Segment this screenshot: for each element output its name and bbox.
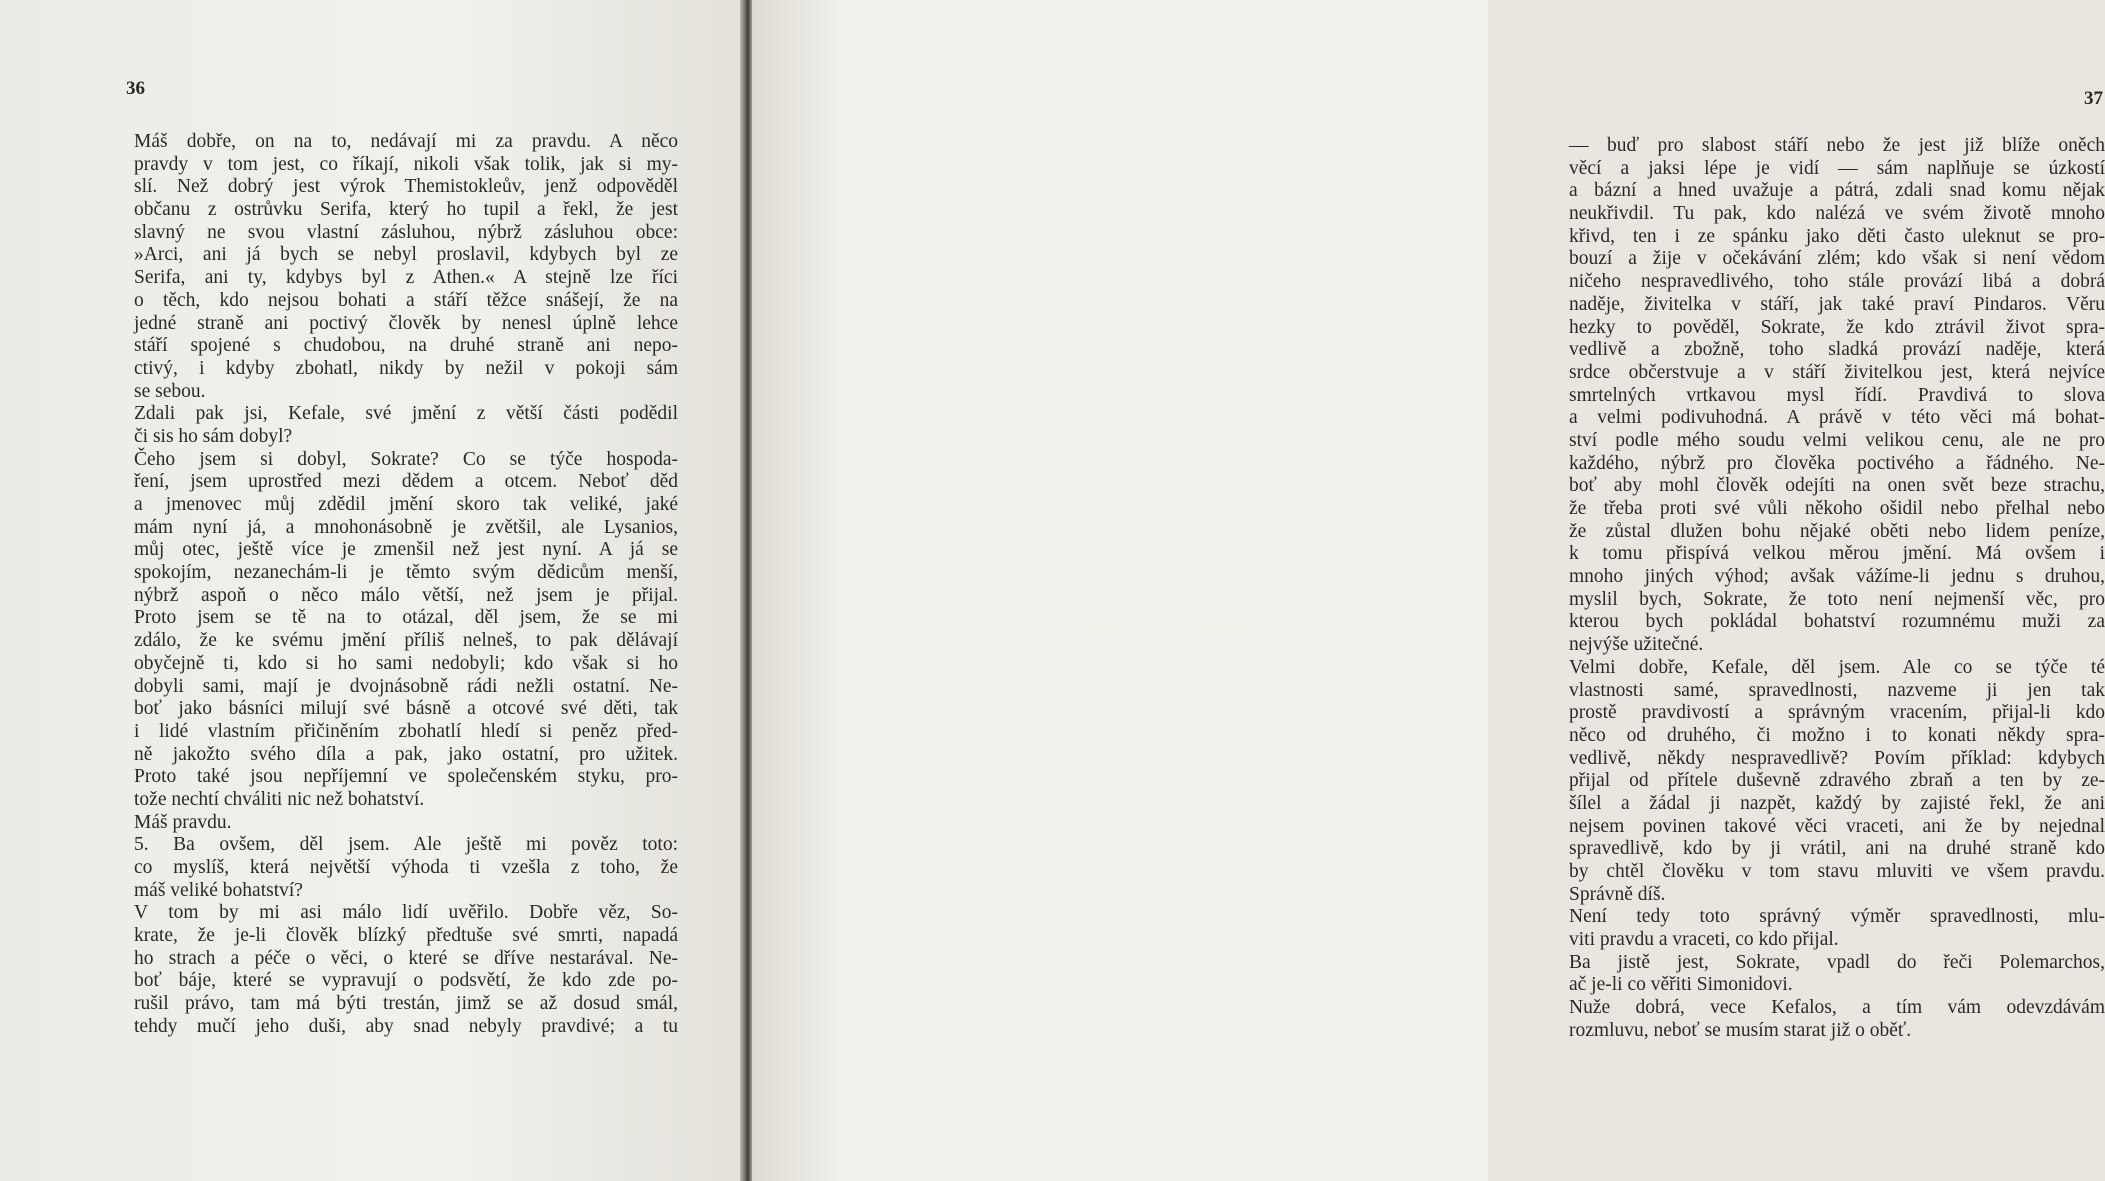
text-line: o těch, kdo nejsou bohati a stáří těžce snášejí, že na <box>134 289 678 311</box>
text-line: ctivý, i kdyby zbohatl, nikdy by nežil v pokoji sám <box>134 357 678 379</box>
text-line: Ba jistě jest, Sokrate, vpadl do řeči Polemarchos, <box>1569 951 2105 973</box>
text-line: pravdy v tom jest, co říkají, nikoli však tolik, jak si my- <box>134 153 678 175</box>
text-line: ně jakožto svého díla a pak, jako ostatní, pro užitek. <box>134 743 678 765</box>
text-line: neukřivdil. Tu pak, kdo nalézá ve svém životě mnoho <box>1569 203 2105 225</box>
text-line: myslil bych, Sokrate, že toto není nejmenší věc, pro <box>1569 588 2105 610</box>
right-page <box>752 0 2105 1181</box>
text-line: vedlivě, někdy nespravedlivě? Povím příklad: kdybych <box>1569 747 2105 769</box>
text-line: hezky to pověděl, Sokrate, že kdo ztrávil život spra- <box>1569 316 2105 338</box>
text-line: občanu z ostrůvku Serifa, který ho tupil a řekl, že jest <box>134 199 678 221</box>
text-line: boť báje, které se vypravují o podsvětí, že kdo zde po- <box>134 970 678 992</box>
text-line: bouzí a žije v očekávání zlém; kdo však si není vědom <box>1569 248 2105 270</box>
text-line: by chtěl člověku v tom stavu mluviti ve všem pravdu. <box>1569 861 2105 882</box>
text-line: Serifa, ani ty, kdybys byl z Athen.« A stejně lze říci <box>134 267 678 289</box>
text-line: šílel a žádal ji nazpět, každý by zajisté řekl, že ani <box>1569 792 2105 814</box>
text-line: či sis ho sám dobyl? <box>134 425 293 447</box>
text-line: Čeho jsem si dobyl, Sokrate? Co se týče hospoda- <box>134 448 678 470</box>
text-line: stáří spojené s chudobou, na druhé straně ani nepo- <box>134 335 678 357</box>
text-line: zdálo, že ke svému jmění příliš nelneš, to pak dělávají <box>134 630 678 652</box>
text-line: Máš pravdu. <box>134 811 232 833</box>
right-page-number: 37 <box>2084 88 2103 109</box>
text-line: a bázní a hned uvažuje a pátrá, zdali snad komu nějak <box>1569 180 2105 202</box>
left-page-text <box>134 131 678 1039</box>
text-line: dobyli sami, mají je dvojnásobně rádi nežli ostatní. Ne- <box>134 675 678 697</box>
right-page-text <box>1569 135 2105 1043</box>
text-line: přijal od přítele duševně zdravého zbraň a ten by ze- <box>1569 770 2105 792</box>
text-line: a jmenovec můj zdědil jmění skoro tak veliké, jaké <box>134 494 678 515</box>
text-line: věcí a jaksi lépe je vidí — sám naplňuje se úzkostí <box>1569 157 2105 179</box>
text-line: Velmi dobře, Kefale, děl jsem. Ale co se týče té <box>1569 656 2105 678</box>
text-line: naděje, živitelka v stáří, jak také praví Pindaros. Věru <box>1569 293 2105 315</box>
text-line: ničeho nespravedlivého, toho stále provází libá a dobrá <box>1569 271 2105 293</box>
text-line: Nuže dobrá, vece Kefalos, a tím vám odevzdávám <box>1569 997 2105 1019</box>
text-line: Správně díš. <box>1569 883 1666 905</box>
text-line: smrtelných vrtkavou mysl řídí. Pravdivá to slova <box>1569 384 2105 406</box>
text-line: můj otec, ještě více je zmenšil než jest nyní. A já se <box>134 539 678 561</box>
text-line: spokojím, nezanechám-li je těmto svým dědicům menší, <box>134 562 678 584</box>
text-line: že třeba proti své vůli někoho ošidil nebo přelhal nebo <box>1569 498 2105 519</box>
text-line: co myslíš, která největší výhoda ti vzešla z toho, že <box>134 857 678 878</box>
text-line: spravedlivě, kdo by ji vrátil, ani na druhé straně kdo <box>1569 838 2105 860</box>
text-line: nejsem povinen takové věci vraceti, ani že by nejednal <box>1569 815 2105 837</box>
text-line: mám nyní já, a mnohonásobně je zvětšil, ale Lysanios, <box>134 516 678 538</box>
text-line: obyčejně ti, kdo si ho sami nedobyli; kdo však si ho <box>134 652 678 674</box>
text-line: že zůstal dlužen bohu nějaké oběti nebo lidem peníze, <box>1569 520 2105 542</box>
text-line: »Arci, ani já bych se nebyl proslavil, kdybych byl ze <box>134 244 678 266</box>
text-line: křivd, ten i ze spánku jako děti často uleknut se pro- <box>1569 225 2105 247</box>
text-line: vedlivě a zbožně, toho sladká provází naděje, která <box>1569 339 2105 361</box>
text-line: prostě pravdivostí a správným vracením, přijal-li kdo <box>1569 702 2105 724</box>
left-page <box>0 0 742 1181</box>
text-line: kterou bych pokládal bohatství rozumnému muži za <box>1569 611 2105 633</box>
text-line: nejvýše užitečné. <box>1569 634 1704 656</box>
text-line: rušil právo, tam má býti trestán, jimž se až dosud smál, <box>134 993 678 1015</box>
text-line: máš veliké bohatství? <box>134 879 303 901</box>
text-line: tože nechtí chváliti nic než bohatství. <box>134 788 425 810</box>
text-line: něco od druhého, či možno i to konati někdy spra- <box>1569 724 2105 746</box>
text-line: jedné straně ani poctivý člověk by nenesl úplně lehce <box>134 312 678 334</box>
text-line: boť jako básníci milují své básně a otcové své děti, tak <box>134 698 678 720</box>
text-line: a velmi podivuhodná. A právě v této věci má bohat- <box>1569 407 2105 429</box>
text-line: ho strach a péče o věci, o které se dříve nestarával. Ne- <box>134 947 678 969</box>
text-line: Zdali pak jsi, Kefale, své jmění z větší části podědil <box>134 403 678 425</box>
text-line: 5. Ba ovšem, děl jsem. Ale ještě mi pověz toto: <box>134 834 678 856</box>
text-line: každého, nýbrž pro člověka poctivého a řádného. Ne- <box>1569 452 2105 474</box>
text-line: viti pravdu a vraceti, co kdo přijal. <box>1569 929 1839 951</box>
text-line: rozmluvu, neboť se musím starat již o oběť. <box>1569 1019 1912 1041</box>
text-line: tehdy mučí jeho duši, aby snad nebyly pravdivé; a tu <box>134 1015 678 1037</box>
text-line: nýbrž aspoň o něco málo větší, než jsem je přijal. <box>134 584 678 606</box>
text-line: ství podle mého soudu velmi velikou cenu, ale ne pro <box>1569 429 2105 451</box>
text-line: Není tedy toto správný výměr spravedlnosti, mlu- <box>1569 906 2105 928</box>
text-line: se sebou. <box>134 380 206 402</box>
text-line: boť aby mohl člověk odejíti na onen svět beze strachu, <box>1569 475 2105 497</box>
text-line: Proto jsem se tě na to otázal, děl jsem, že se mi <box>134 607 678 629</box>
text-line: — buď pro slabost stáří nebo že jest již blíže oněch <box>1569 135 2105 156</box>
text-line: ření, jsem uprostřed mezi dědem a otcem. Neboť děd <box>134 471 678 493</box>
text-line: mnoho jiných výhod; avšak vážíme-li jednu s druhou, <box>1569 566 2105 588</box>
text-line: krate, že je-li člověk blízký předtuše své smrti, napadá <box>134 925 678 947</box>
text-line: k tomu přispívá velkou měrou jmění. Má ovšem i <box>1569 543 2105 565</box>
text-line: Máš dobře, on na to, nedávají mi za pravdu. A něco <box>134 131 678 152</box>
left-page-number: 36 <box>126 78 145 99</box>
text-line: vlastnosti samé, spravedlnosti, nazveme ji jen tak <box>1569 679 2105 701</box>
text-line: slí. Než dobrý jest výrok Themistokleův, jenž odpověděl <box>134 176 678 198</box>
text-line: V tom by mi asi málo lidí uvěřilo. Dobře věz, So- <box>134 902 678 924</box>
text-line: i lidé vlastním přičiněním zbohatlí hledí si peněz před- <box>134 720 678 742</box>
text-line: ač je-li co věřiti Simonidovi. <box>1569 974 1793 996</box>
text-line: Proto také jsou nepříjemní ve společenském styku, pro- <box>134 766 678 788</box>
text-line: slavný ne svou vlastní zásluhou, nýbrž zásluhou obce: <box>134 221 678 243</box>
text-line: srdce občerstvuje a v stáří živitelkou jest, která nejvíce <box>1569 361 2105 383</box>
